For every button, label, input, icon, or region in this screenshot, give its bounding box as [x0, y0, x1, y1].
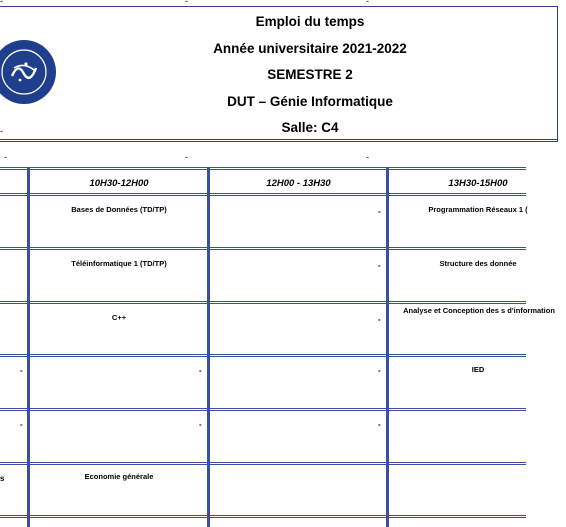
- day-label-fragment: s: [0, 474, 5, 483]
- course-cell: Structure des donnée: [439, 259, 517, 268]
- empty-cell-mark: -: [378, 420, 381, 429]
- corner-mark: -: [185, 0, 188, 6]
- university-logo: [0, 40, 56, 104]
- grid-line: [0, 408, 526, 411]
- grid-line: [0, 354, 526, 357]
- room: Salle: C4: [281, 120, 339, 135]
- empty-cell-mark: -: [199, 420, 202, 429]
- course-cell: Programmation Réseaux 1 (: [428, 205, 528, 214]
- slot-header: 13H30-15H00: [448, 178, 508, 189]
- separator-dash: -: [366, 152, 369, 162]
- course-cell: Téléinformatique 1 (TD/TP): [71, 259, 167, 268]
- slot-header: 12H00 - 13H30: [266, 178, 331, 189]
- page-title: Emploi du temps: [255, 14, 365, 29]
- frame-bottom-line: [0, 139, 557, 140]
- empty-cell-mark: -: [378, 366, 381, 375]
- grid-line: [207, 167, 210, 527]
- corner-mark: -: [366, 0, 369, 6]
- course-cell: Analyse et Conception des s d'information: [403, 306, 555, 315]
- course-cell: IED: [471, 365, 485, 374]
- grid-line: [0, 247, 526, 250]
- grid-line: [0, 193, 526, 196]
- empty-cell-mark: -: [20, 420, 23, 429]
- semester: SEMESTRE 2: [267, 67, 353, 82]
- corner-mark: -: [0, 0, 3, 6]
- grid-line: [386, 167, 389, 527]
- grid-line: [0, 515, 526, 518]
- empty-cell-mark: -: [378, 315, 381, 324]
- course-cell: C++: [111, 313, 127, 322]
- empty-cell-mark: -: [378, 261, 381, 270]
- grid-line: [0, 462, 526, 465]
- separator-dash: -: [4, 152, 7, 162]
- course-cell: Economie générale: [84, 472, 154, 481]
- grid-line: [0, 167, 526, 170]
- grid-line: [0, 301, 526, 304]
- empty-cell-mark: -: [378, 207, 381, 216]
- corner-mark: -: [0, 126, 3, 136]
- empty-cell-mark: -: [199, 366, 202, 375]
- seal-icon: [0, 40, 56, 104]
- slot-header: 10H30-12H00: [89, 178, 149, 189]
- course-cell: Bases de Données (TD/TP): [71, 205, 167, 214]
- program: DUT – Génie Informatique: [227, 94, 393, 109]
- empty-cell-mark: -: [20, 366, 23, 375]
- grid-line: [27, 167, 30, 527]
- separator-dash: -: [185, 152, 188, 162]
- academic-year: Année universitaire 2021-2022: [213, 41, 407, 56]
